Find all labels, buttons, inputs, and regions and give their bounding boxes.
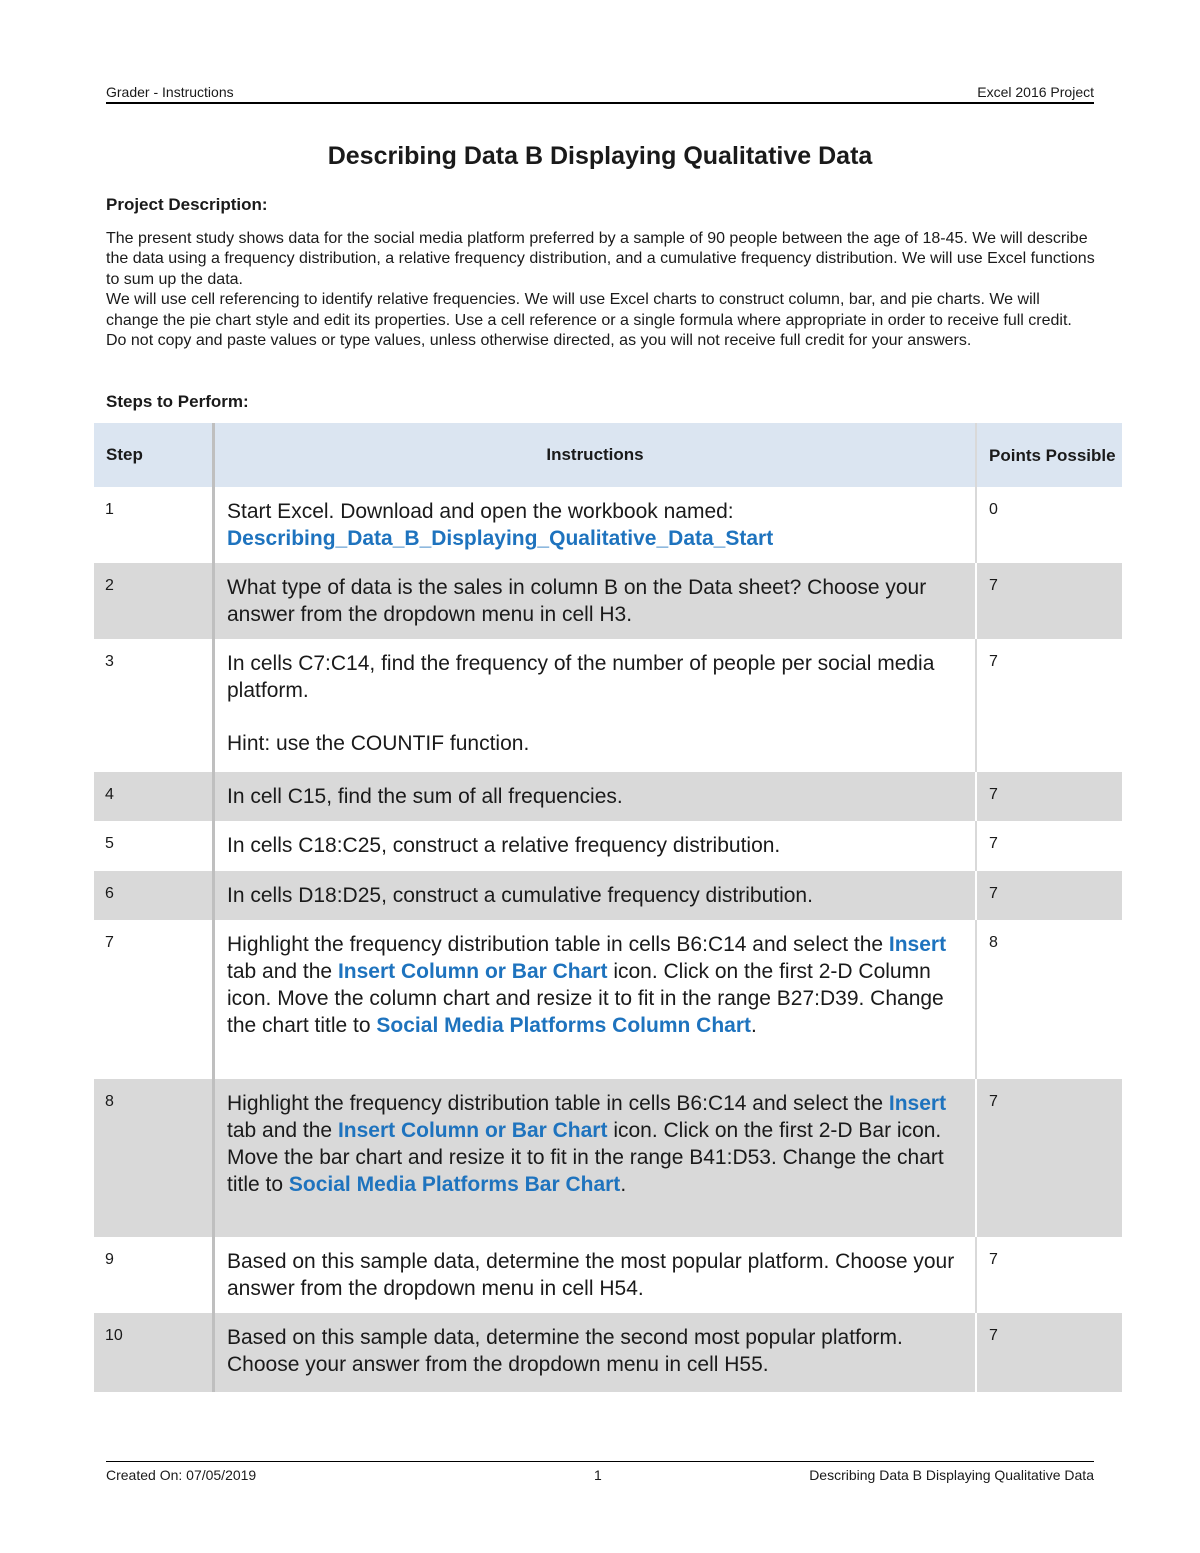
instruction-text: Highlight the frequency distribution table in cells B6:C14 and select the xyxy=(227,1092,889,1115)
insert-tab-reference: Insert xyxy=(888,1092,947,1115)
column-header-points: Points Possible xyxy=(976,423,1122,487)
project-description-heading: Project Description: xyxy=(106,195,268,214)
instruction-text: Start Excel. Download and open the workbook named: xyxy=(227,500,734,523)
step-points: 7 xyxy=(989,653,998,670)
header-right: Excel 2016 Project xyxy=(977,84,1094,100)
footer-document-title: Describing Data B Displaying Qualitative Data xyxy=(809,1467,1094,1483)
table-row xyxy=(94,639,1122,772)
step-points: 7 xyxy=(976,563,1122,639)
instruction-text: What type of data is the sales in column B on the Data sheet? Choose your answer from the dropdown menu in cell H3. xyxy=(227,576,927,626)
step-number: 9 xyxy=(105,1251,114,1268)
step-number: 2 xyxy=(94,563,214,639)
step-instructions xyxy=(214,487,977,563)
table-row xyxy=(94,821,1122,871)
insert-chart-icon-reference: Insert Column or Bar Chart xyxy=(337,960,608,983)
instruction-text: Highlight the frequency distribution table in cells B6:C14 and select the xyxy=(227,933,889,956)
instruction-text: . xyxy=(620,1173,627,1196)
instruction-text: . xyxy=(751,1014,757,1037)
step-points: 7 xyxy=(989,1251,998,1268)
step-points: 7 xyxy=(976,1079,1122,1237)
step-instructions xyxy=(214,1313,977,1392)
description-paragraph-1: The present study shows data for the social media platform preferred by a sample of 90 people between the age of 18-45. We will describe the data using a frequency distribution, a relative frequency distribution, and a cumulative frequency distribution. We will use Excel functions to sum up the data. xyxy=(106,230,1095,288)
column-header-step: Step xyxy=(94,423,214,487)
column-header-instructions: Instructions xyxy=(214,423,977,487)
workbook-name-link[interactable]: Describing_Data_B_Displaying_Qualitative_Data_Start xyxy=(227,527,774,550)
step-points: 7 xyxy=(989,835,998,852)
table-row xyxy=(94,772,1122,821)
step-number: 6 xyxy=(94,871,214,920)
page-footer xyxy=(106,1461,1094,1484)
steps-table xyxy=(94,423,1122,1392)
step-points: 7 xyxy=(976,1313,1122,1392)
instruction-hint: Hint: use the COUNTIF function. xyxy=(227,732,530,755)
step-number: 8 xyxy=(94,1079,214,1237)
instruction-text: tab and the xyxy=(227,1119,338,1142)
table-row xyxy=(94,563,1122,639)
instruction-text: icon. Click on the first 2-D Bar icon. Move the bar chart and resize it to fit in the range B41:D53. Change the chart title to xyxy=(227,1119,944,1196)
step-number: 4 xyxy=(94,772,214,821)
instruction-text: In cell C15, find the sum of all frequencies. xyxy=(227,785,623,808)
page-title: Describing Data B Displaying Qualitative Data xyxy=(327,142,873,170)
step-instructions xyxy=(214,821,977,871)
table-row xyxy=(94,1237,1122,1313)
instruction-text: icon. Click on the first 2-D Column icon. Move the column chart and resize it to fit in the range B27:D39. Change the chart title to xyxy=(227,960,944,1037)
project-description xyxy=(106,229,1096,351)
instruction-text: In cells C7:C14, find the frequency of the number of people per social media platform. xyxy=(227,652,935,702)
step-number: 10 xyxy=(94,1313,214,1392)
table-row xyxy=(94,1079,1122,1237)
step-points: 7 xyxy=(976,871,1122,920)
table-row xyxy=(94,920,1122,1079)
step-instructions xyxy=(214,772,977,821)
header-left: Grader - Instructions xyxy=(106,84,234,100)
table-row xyxy=(94,1313,1122,1392)
step-instructions xyxy=(214,639,977,772)
step-points: 7 xyxy=(976,772,1122,821)
table-row xyxy=(94,871,1122,920)
page-header xyxy=(106,84,1094,104)
insert-tab-reference: Insert xyxy=(888,933,947,956)
instruction-text: tab and the xyxy=(227,960,338,983)
step-instructions xyxy=(214,1237,977,1313)
step-instructions xyxy=(214,871,977,920)
insert-chart-icon-reference: Insert Column or Bar Chart xyxy=(337,1119,608,1142)
description-paragraph-2: We will use cell referencing to identify relative frequencies. We will use Excel charts to construct column, bar, and pie charts. We will change the pie chart style and edit its properties. Use a cell reference or a single formula where appropriate in order to receive full credit. Do not copy and paste values or type values, unless otherwise directed, as you will not receive full credit for your answers. xyxy=(106,291,1072,350)
step-number: 1 xyxy=(105,501,114,518)
step-points: 0 xyxy=(989,501,998,518)
step-instructions xyxy=(214,1079,977,1237)
step-number: 5 xyxy=(105,835,114,852)
step-number: 7 xyxy=(105,934,114,951)
chart-title-reference: Social Media Platforms Column Chart xyxy=(376,1014,751,1037)
step-instructions xyxy=(214,920,977,1079)
step-instructions xyxy=(214,563,977,639)
steps-heading: Steps to Perform: xyxy=(106,392,249,411)
footer-created-on: Created On: 07/05/2019 xyxy=(106,1467,257,1483)
step-points: 8 xyxy=(989,934,998,951)
instruction-text: Based on this sample data, determine the most popular platform. Choose your answer from the dropdown menu in cell H54. xyxy=(227,1250,955,1300)
table-header-row xyxy=(94,423,1122,487)
instruction-text: In cells C18:C25, construct a relative frequency distribution. xyxy=(227,834,781,857)
instruction-text: In cells D18:D25, construct a cumulative frequency distribution. xyxy=(227,884,813,907)
instruction-text: Based on this sample data, determine the second most popular platform. Choose your answer from the dropdown menu in cell H55. xyxy=(227,1326,903,1376)
chart-title-reference: Social Media Platforms Bar Chart xyxy=(288,1173,621,1196)
step-number: 3 xyxy=(105,653,114,670)
footer-page-number: 1 xyxy=(594,1467,602,1483)
table-row xyxy=(94,487,1122,563)
